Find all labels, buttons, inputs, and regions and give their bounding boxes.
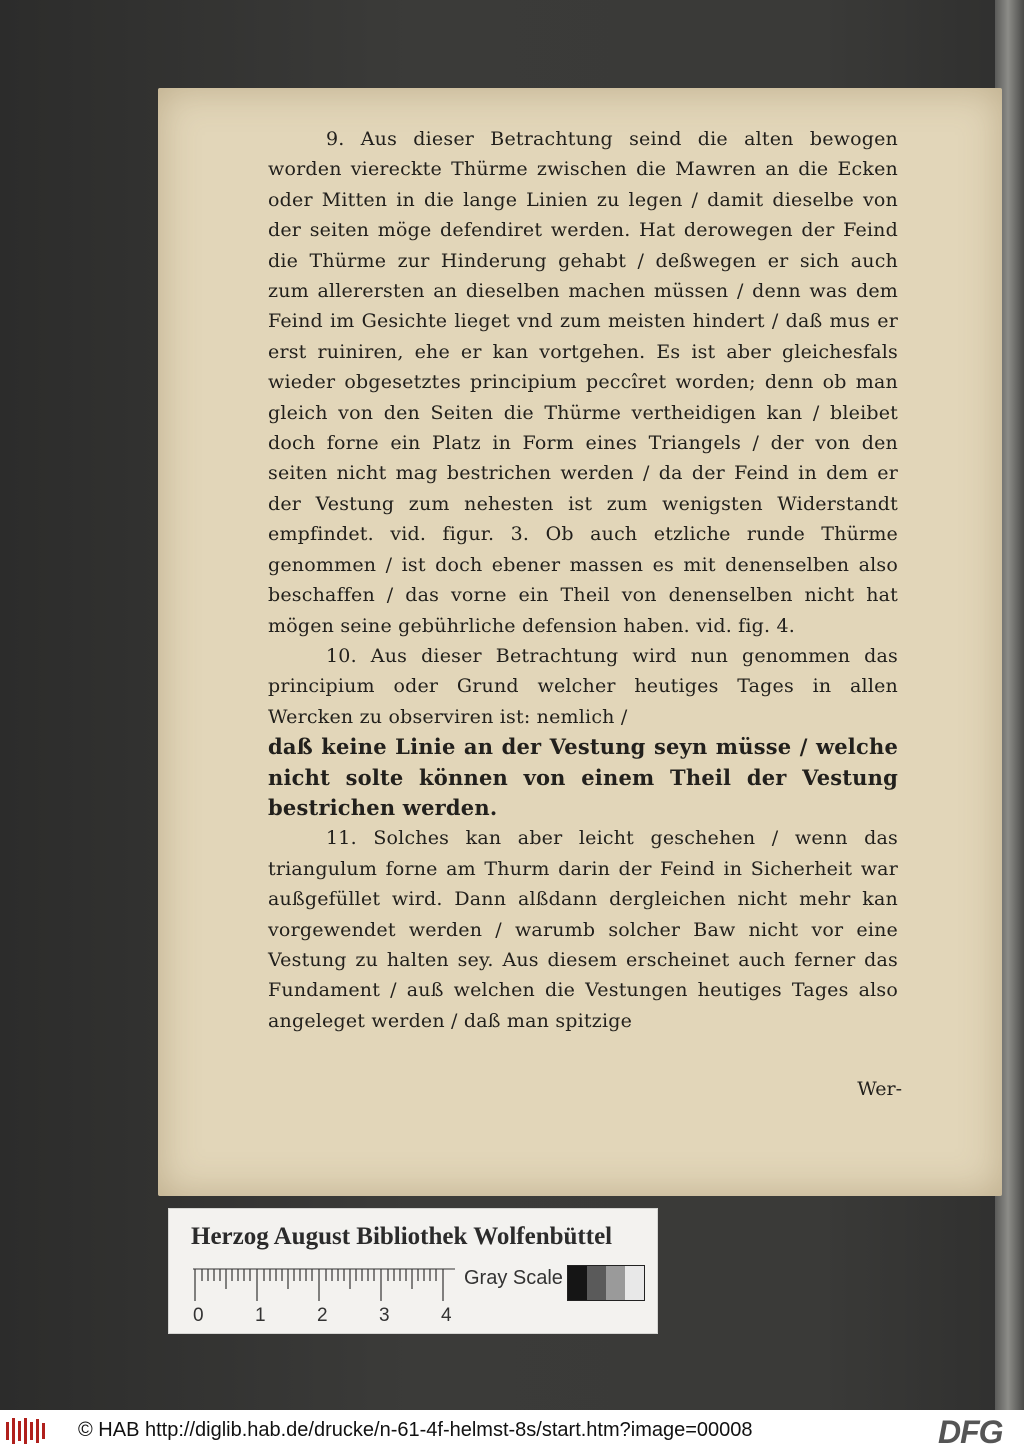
measurement-ruler [193, 1267, 455, 1303]
paragraph-10 [268, 641, 898, 732]
paragraph-body: Aus dieser Betrachtung wird nun genommen das principium oder Grund welcher heutiges Tages in allen Wercken zu observiren ist: nemlich / [268, 644, 898, 728]
paragraph-number: 9. [326, 128, 345, 150]
paragraph-11 [268, 823, 898, 1036]
catchword: Wer- [857, 1078, 902, 1100]
ruler-number: 2 [317, 1305, 328, 1326]
principle-emphasis: daß keine Linie an der Vestung seyn müsse / welche nicht solte können von einem Theil der Vestung bestrichen werden. [268, 734, 898, 820]
gray-scale-swatch [567, 1265, 645, 1301]
paragraph-body: Aus dieser Betrachtung seind die alten bewogen worden viereckte Thürme zwischen die Mawren an die Ecken oder Mitten in die lange Linien zu legen / damit dieselbe von der seiten möge defendiret werden. Hat derowegen der Feind die Thürme zur Hinderung gehabt / deßwegen er sich auch zum allerersten an dieselben machen müssen / denn was dem Feind im Gesichte lieget vnd zum meisten hindert / daß mus er erst ruiniren, ehe er kan vortgehen. Es ist aber gleichesfals wieder obgesetztes principium peccîret worden; denn ob man gleich von den Seiten die Thürme vertheidigen kan / bleibet doch forne ein Platz in Form eines Triangels / der von den seiten nicht mag bestrichen werden / da der Feind in dem er der Vestung zum nehesten ist zum wenigsten Widerstandt empfindet. vid. figur. 3. Ob auch etzliche runde Thürme genommen / ist doch ebener massen es mit denenselben also beschaffen / das vorne ein Theil von denenselben nicht hat mögen seine gebührliche defension haben. vid. fig. 4. [268, 128, 898, 637]
paragraph-body: Solches kan aber leicht geschehen / wenn das triangulum forne am Thurm darin der Feind in Sicherheit war außgefüllet wird. Dann alßdann dergleichen nicht mehr kan vorgewendet werden / warumb solcher Baw nicht vor eine Vestung zu halten sey. Aus diesem erscheinet auch ferner das Fundament / auß welchen die Vestungen heutiges Tages also angeleget werden / daß man spitzige [268, 827, 898, 1032]
footer-bar [0, 1410, 1024, 1451]
ruler-number: 4 [441, 1305, 452, 1326]
paragraph-number: 10. [326, 644, 357, 667]
copyright-link[interactable]: © HAB http://diglib.hab.de/drucke/n-61-4f-helmst-8s/start.htm?image=00008 [78, 1419, 753, 1441]
ruler-number: 3 [379, 1305, 390, 1326]
gray-scale-label: Gray Scale [464, 1267, 563, 1289]
paragraph-9 [268, 124, 898, 641]
ruler-number: 1 [255, 1305, 266, 1326]
ruler-numbers [187, 1305, 467, 1327]
ruler-number: 0 [193, 1305, 204, 1326]
dfg-logo: DFG [938, 1414, 1003, 1450]
barcode-icon [6, 1418, 46, 1444]
book-page [158, 88, 1002, 1196]
paragraph-number: 11. [326, 827, 357, 850]
library-label [168, 1208, 658, 1334]
page-text [268, 124, 898, 1036]
label-title: Herzog August Bibliothek Wolfenbüttel [191, 1223, 613, 1250]
